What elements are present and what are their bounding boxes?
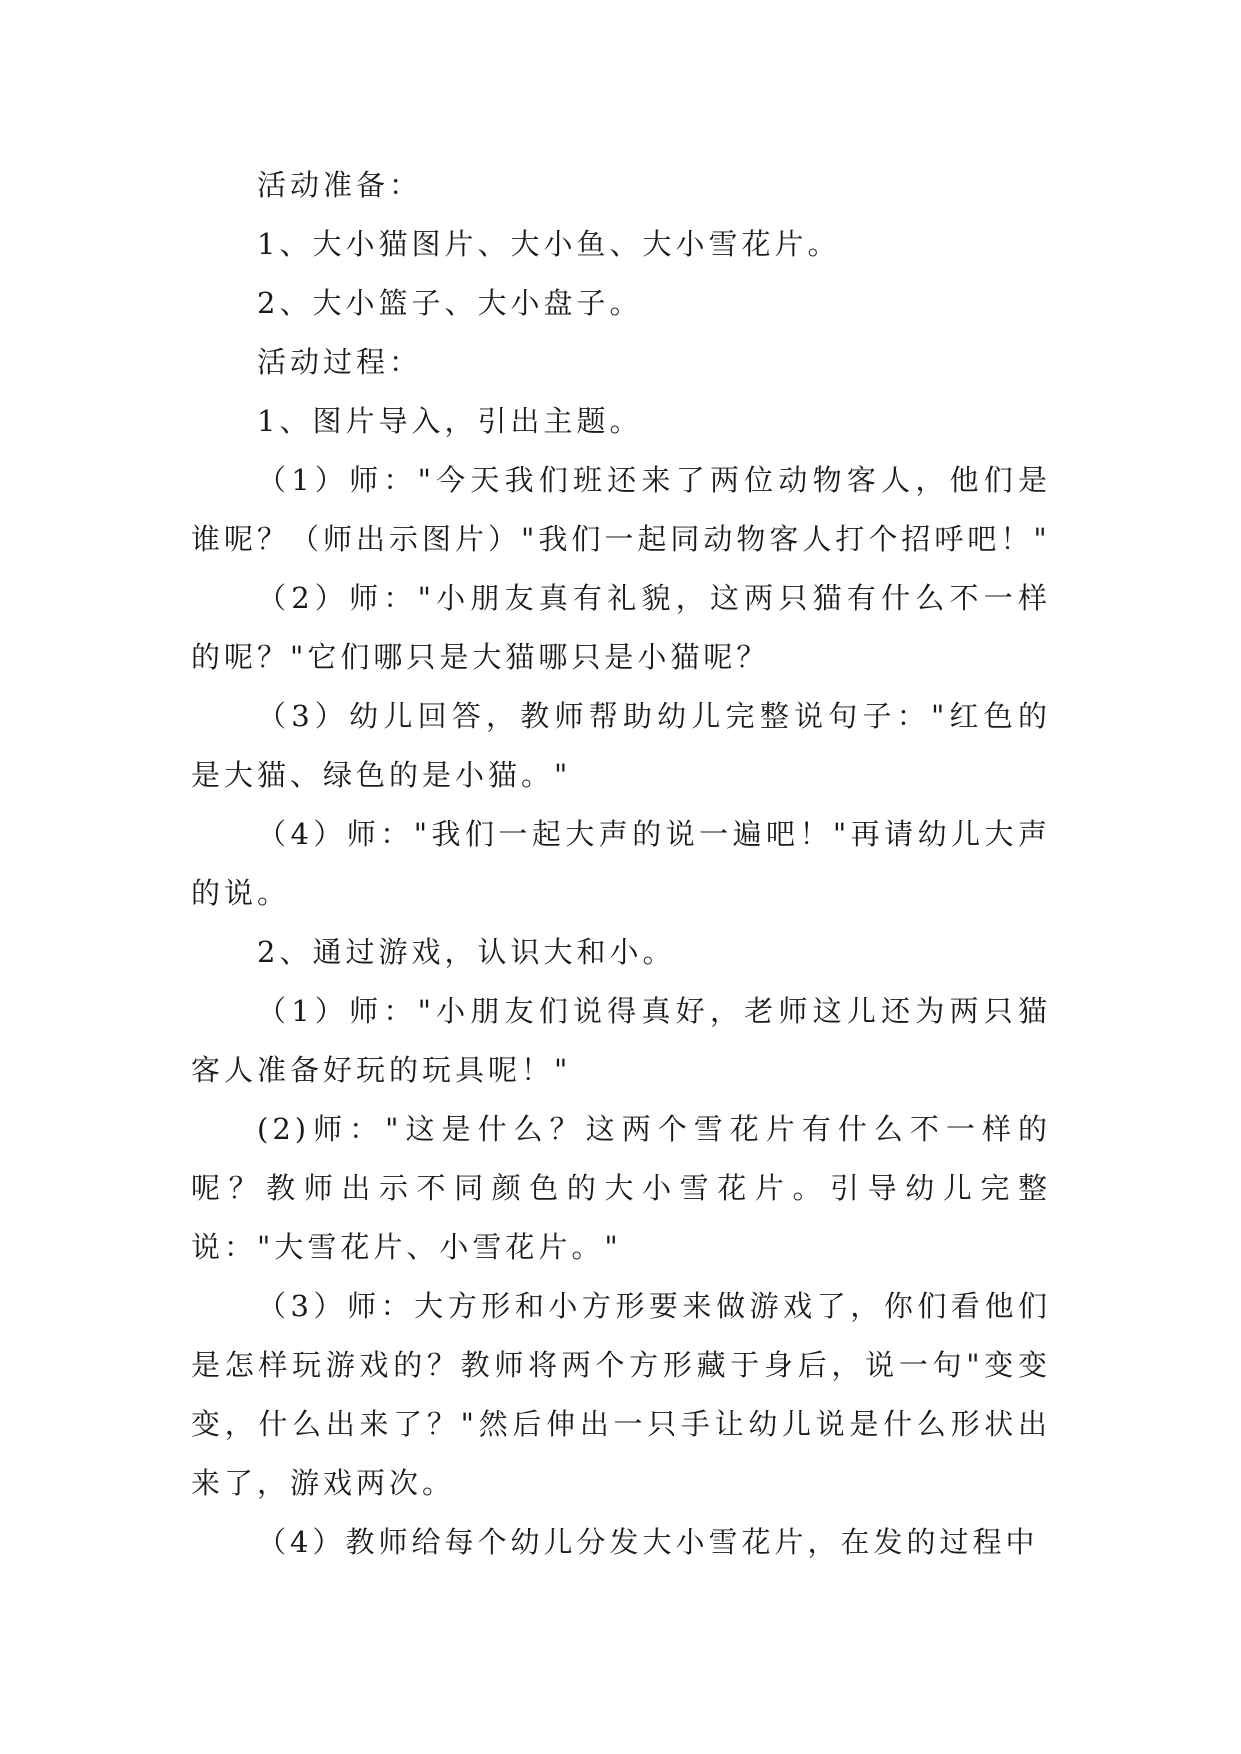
preparation-item-1: 1、大小猫图片、大小鱼、大小雪花片。: [257, 227, 841, 261]
heading-activity-preparation: 活动准备：: [257, 168, 423, 202]
process-step-1-sub-4: （4）师："我们一起大声的说一遍吧！"再请幼儿大声的说。: [191, 817, 1051, 910]
process-step-2-sub-3: （3）师：大方形和小方形要来做游戏了，你们看他们是怎样玩游戏的？教师将两个方形藏于身后，说一句"变变变，什么出来了？"然后伸出一只手让幼儿说是什么形状出来了，游戏两次。: [191, 1289, 1051, 1500]
process-step-2-sub-1: （1）师："小朋友们说得真好，老师这儿还为两只猫客人准备好玩的玩具呢！": [191, 994, 1051, 1087]
process-step-1-sub-2: （2）师："小朋友真有礼貌，这两只猫有什么不一样的呢？"它们哪只是大猫哪只是小猫呢？: [191, 581, 1051, 674]
process-step-1: 1、图片导入，引出主题。: [257, 404, 643, 438]
process-step-1-sub-1: （1）师："今天我们班还来了两位动物客人，他们是谁呢？（师出示图片）"我们一起同动物客人打个招呼吧！": [191, 463, 1051, 556]
process-step-1-sub-3: （3）幼儿回答，教师帮助幼儿完整说句子："红色的是大猫、绿色的是小猫。": [191, 699, 1051, 792]
preparation-item-2: 2、大小篮子、大小盘子。: [257, 286, 643, 320]
document-body: [191, 156, 1051, 1572]
process-step-2: 2、通过游戏，认识大和小。: [257, 935, 676, 969]
process-step-2-sub-4: （4）教师给每个幼儿分发大小雪花片，在发的过程中: [257, 1525, 1039, 1559]
heading-activity-process: 活动过程：: [257, 345, 423, 379]
process-step-2-sub-2: (2)师："这是什么？这两个雪花片有什么不一样的呢？教师出示不同颜色的大小雪花片。引导幼儿完整说："大雪花片、小雪花片。": [191, 1112, 1051, 1264]
